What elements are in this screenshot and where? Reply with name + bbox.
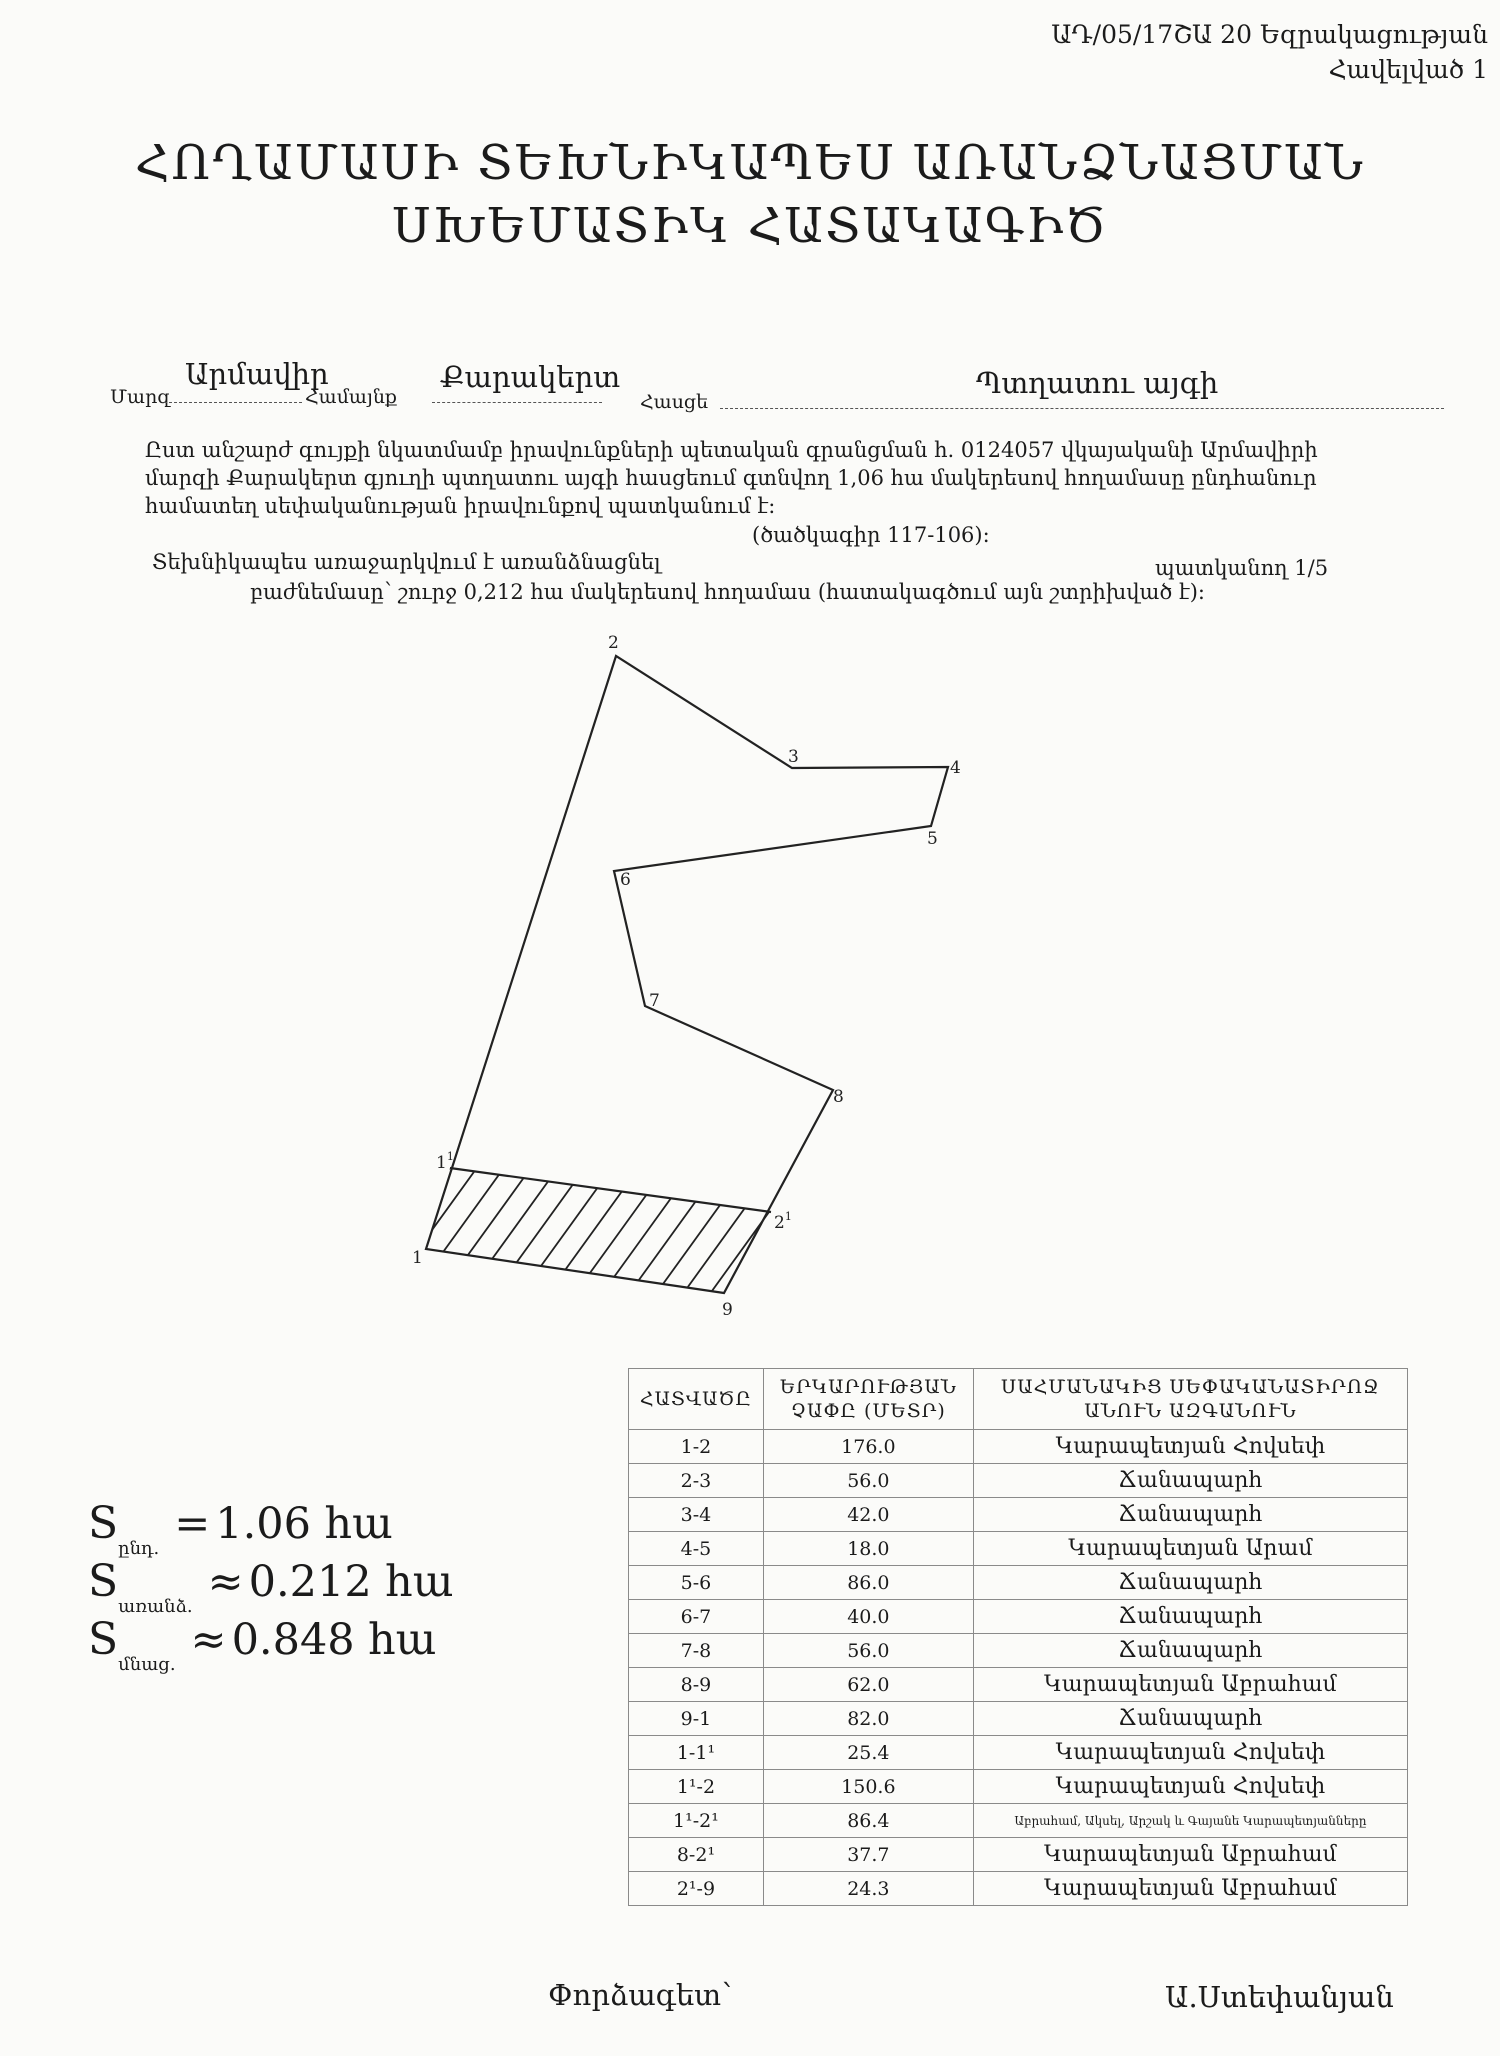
area-separated	[88, 1556, 454, 1617]
expert-label: Փորձագետ՝	[548, 1978, 732, 2012]
cell-owner: Կարապետյան Հովսեփ	[973, 1736, 1407, 1770]
cell-segment: 3-4	[629, 1498, 764, 1532]
point-label-7: 7	[649, 991, 660, 1011]
table-row	[629, 1872, 1408, 1906]
cell-segment: 7-8	[629, 1634, 764, 1668]
cell-segment: 1-2	[629, 1430, 764, 1464]
point-label-6: 6	[620, 870, 631, 890]
hatch-line	[637, 1140, 767, 1320]
cell-owner: Ճանապարհ	[973, 1634, 1407, 1668]
cell-length: 62.0	[763, 1668, 973, 1702]
hatch-line	[448, 1140, 578, 1320]
description-line: Ըստ անշարժ գույքի նկատմամբ իրավունքների պետական գրանցման հ. 0124057 վկայականի Արմավիրի	[145, 438, 1318, 462]
cell-owner: Կարապետյան Հովսեփ	[973, 1430, 1407, 1464]
point-label-4: 4	[950, 758, 961, 778]
area-remaining	[88, 1614, 437, 1675]
description-line: բաժնեմասը՝ շուրջ 0,212 հա մակերեսով հողամաս (հատակագծում այն շտրիխված է):	[250, 580, 1205, 604]
cell-owner: Աբրահամ, Ակսել, Արշակ և Գայանե Կարապետյանները	[973, 1804, 1407, 1838]
cell-owner: Ճանապարհ	[973, 1566, 1407, 1600]
cell-segment: 9-1	[629, 1702, 764, 1736]
area-value: 0.212 հա	[248, 1557, 454, 1607]
description-line: համատեղ սեփականության իրավունքով պատկանում է:	[145, 494, 776, 518]
expert-name: Ա.Ստեփանյան	[1165, 1980, 1394, 2014]
cell-owner: Կարապետյան Աբրահամ	[973, 1872, 1407, 1906]
table-row	[629, 1532, 1408, 1566]
cell-length: 40.0	[763, 1600, 973, 1634]
cell-owner: Ճանապարհ	[973, 1702, 1407, 1736]
point-label-superscript: 1	[784, 1210, 792, 1223]
share-text: պատկանող 1/5	[1155, 556, 1329, 580]
area-symbol: S	[88, 1498, 119, 1549]
region-value: Արմավիր	[185, 357, 329, 391]
hatch-line	[367, 1140, 497, 1320]
cell-length: 37.7	[763, 1838, 973, 1872]
area-operator: ≈	[190, 1615, 227, 1665]
point-label-5: 5	[927, 829, 938, 849]
document-code: ԱԴ/05/17ՇԱ 20 Եզրակացության	[1051, 20, 1488, 49]
document-title-line1: ՀՈՂԱՄԱՍԻ ՏԵԽՆԻԿԱՊԵՍ ԱՌԱՆՁՆԱՑՄԱՆ	[135, 135, 1365, 191]
cell-owner: Կարապետյան Հովսեփ	[973, 1770, 1407, 1804]
address-label: Հասցե	[640, 391, 709, 413]
cell-segment: 8-9	[629, 1668, 764, 1702]
column-header-length: ԵՐԿԱՐՈՒԹՅԱՆ ՉԱՓԸ (ՄԵՏՐ)	[763, 1369, 973, 1430]
point-label-1p: $1^1$	[436, 1150, 454, 1173]
appendix-label: Հավելված 1	[1328, 55, 1488, 84]
description-line: մարզի Քարակերտ գյուղի պտղատու այգի հասցեում գտնվող 1,06 հա մակերեսով հողամասը ընդհանուր	[145, 466, 1317, 490]
cell-owner: Ճանապարհ	[973, 1464, 1407, 1498]
area-symbol: S	[88, 1556, 119, 1607]
cell-owner: Կարապետյան Արամ	[973, 1532, 1407, 1566]
table-row	[629, 1634, 1408, 1668]
cell-length: 176.0	[763, 1430, 973, 1464]
plot-boundary	[426, 656, 948, 1293]
area-value: 1.06 հա	[215, 1499, 393, 1549]
hatch-line	[475, 1140, 605, 1320]
community-label: Համայնք	[305, 386, 397, 408]
area-operator: =	[174, 1499, 211, 1549]
region-label: Մարզ	[110, 386, 171, 408]
area-subscript: ընդ.	[118, 1538, 160, 1559]
table-row	[629, 1736, 1408, 1770]
table-row	[629, 1668, 1408, 1702]
table-row	[629, 1600, 1408, 1634]
hatch-line	[583, 1140, 713, 1320]
area-subscript: առանձ.	[118, 1596, 193, 1617]
cell-segment: 2-3	[629, 1464, 764, 1498]
cell-length: 25.4	[763, 1736, 973, 1770]
cell-length: 86.0	[763, 1566, 973, 1600]
area-operator: ≈	[207, 1557, 244, 1607]
hatch-line	[745, 1140, 875, 1320]
point-label-1: 1	[412, 1248, 423, 1268]
cell-segment: 1¹-2	[629, 1770, 764, 1804]
cell-length: 82.0	[763, 1702, 973, 1736]
document-title-line2: ՍԽԵՄԱՏԻԿ ՀԱՏԱԿԱԳԻԾ	[392, 198, 1108, 254]
division-line	[450, 1168, 771, 1212]
community-value: Քարակերտ	[440, 360, 621, 394]
hatch-line	[529, 1140, 659, 1320]
cell-length: 24.3	[763, 1872, 973, 1906]
point-label-superscript: 1	[446, 1150, 454, 1163]
hatched-separated-parcel	[340, 1140, 875, 1320]
area-value: 0.848 հա	[231, 1615, 437, 1665]
cell-segment: 1¹-2¹	[629, 1804, 764, 1838]
table-row	[629, 1430, 1408, 1464]
table-row	[629, 1770, 1408, 1804]
column-header-owner: ՍԱՀՄԱՆԱԿԻՑ ՍԵՓԱԿԱՆԱՏԻՐՈՋ ԱՆՈՒՆ ԱԶԳԱՆՈՒՆ	[973, 1369, 1407, 1430]
hatch-line	[502, 1140, 632, 1320]
hatch-line	[394, 1140, 524, 1320]
table-row	[629, 1566, 1408, 1600]
cell-length: 18.0	[763, 1532, 973, 1566]
point-label-2: 2	[608, 633, 619, 653]
hatch-line	[556, 1140, 686, 1320]
table-row	[629, 1804, 1408, 1838]
table-row	[629, 1702, 1408, 1736]
cell-owner: Ճանապարհ	[973, 1600, 1407, 1634]
description-line: Տեխնիկապես առաջարկվում է առանձնացնել	[152, 550, 661, 574]
cell-segment: 1-1¹	[629, 1736, 764, 1770]
boundary-table	[628, 1368, 1408, 1906]
cell-length: 86.4	[763, 1804, 973, 1838]
cadastral-code: (ծածկագիր 117-106):	[752, 523, 990, 547]
cell-segment: 8-2¹	[629, 1838, 764, 1872]
cell-owner: Կարապետյան Աբրահամ	[973, 1838, 1407, 1872]
hatch-line	[691, 1140, 821, 1320]
point-label-2p: $2^1$	[774, 1210, 792, 1233]
table-row	[629, 1498, 1408, 1532]
cell-segment: 6-7	[629, 1600, 764, 1634]
column-header-segment: ՀԱՏՎԱԾԸ	[629, 1369, 764, 1430]
address-value: Պտղատու այգի	[976, 366, 1219, 400]
cell-segment: 4-5	[629, 1532, 764, 1566]
cell-length: 150.6	[763, 1770, 973, 1804]
cell-segment: 2¹-9	[629, 1872, 764, 1906]
table-row	[629, 1838, 1408, 1872]
point-label-8: 8	[833, 1087, 844, 1107]
cell-length: 56.0	[763, 1634, 973, 1668]
cell-segment: 5-6	[629, 1566, 764, 1600]
point-label-9: 9	[722, 1300, 733, 1320]
table-row	[629, 1464, 1408, 1498]
area-total	[88, 1498, 393, 1559]
cell-length: 42.0	[763, 1498, 973, 1532]
cell-owner: Ճանապարհ	[973, 1498, 1407, 1532]
cell-owner: Կարապետյան Աբրահամ	[973, 1668, 1407, 1702]
cell-length: 56.0	[763, 1464, 973, 1498]
table-header-row	[629, 1369, 1408, 1430]
point-label-3: 3	[788, 747, 799, 767]
area-symbol: S	[88, 1614, 119, 1665]
area-subscript: մնաց.	[118, 1654, 176, 1675]
